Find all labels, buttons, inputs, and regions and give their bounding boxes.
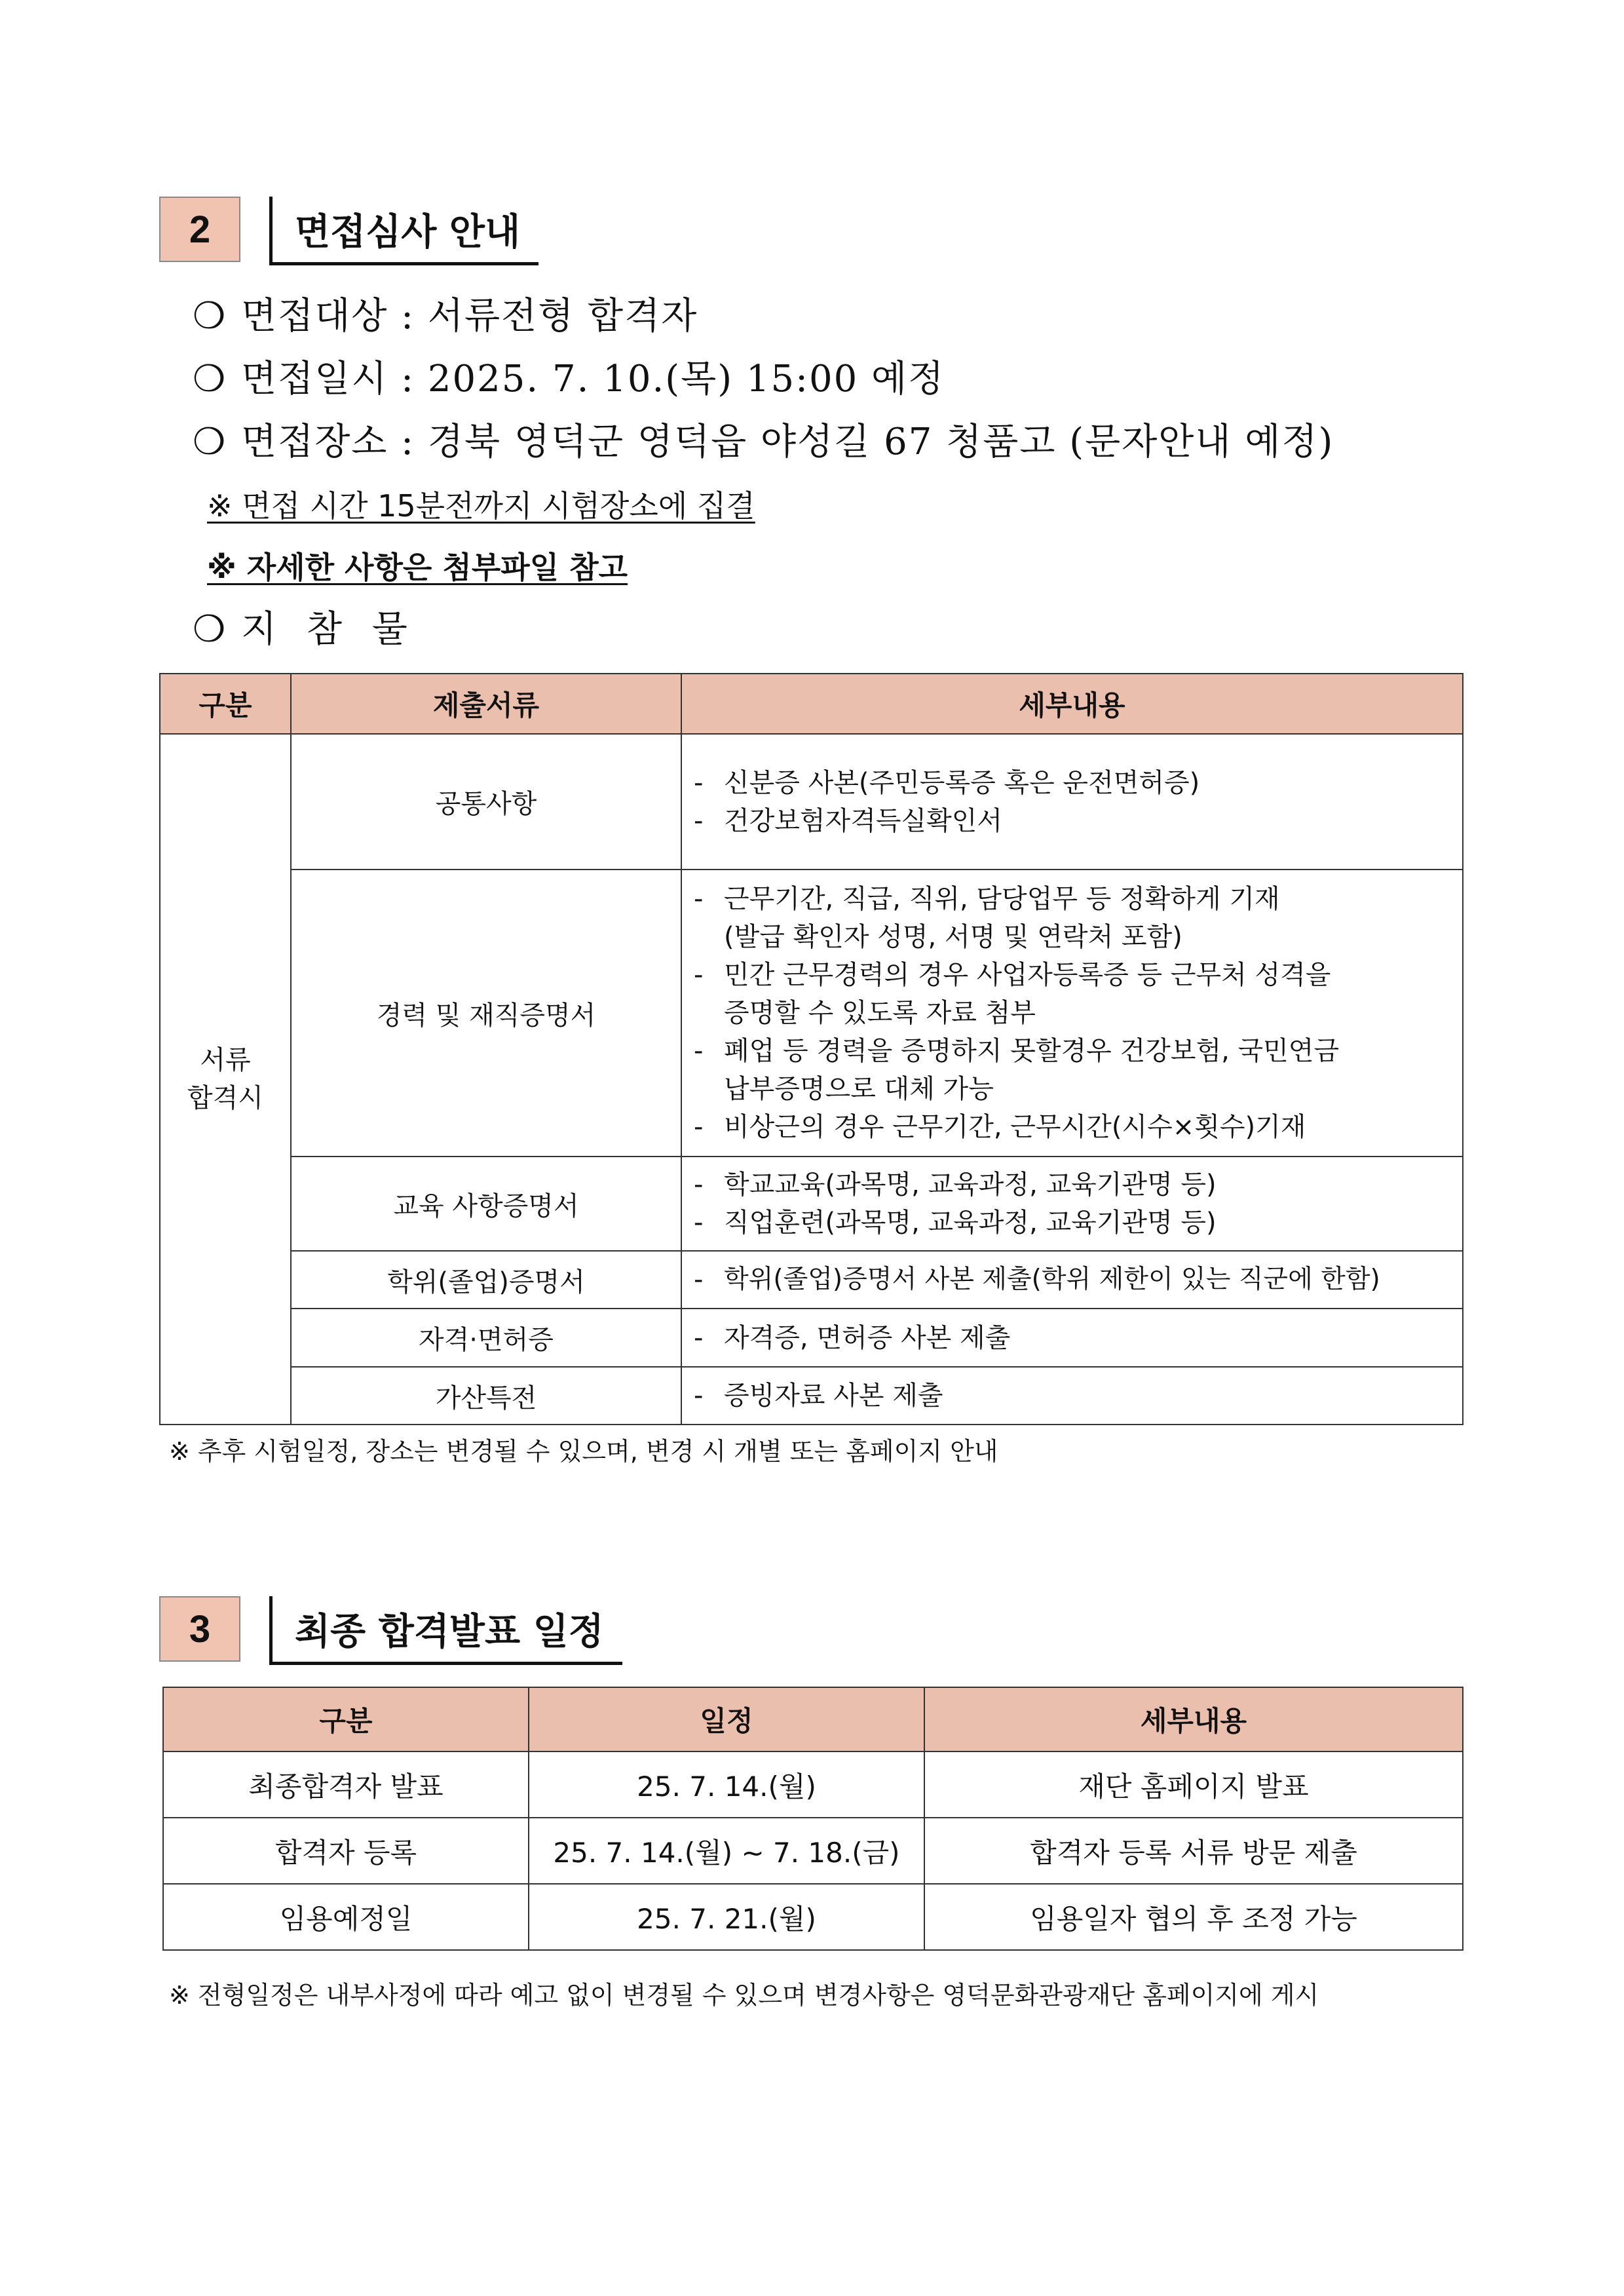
- cell-date: 25. 7. 14.(월): [529, 1751, 924, 1818]
- bullet-text: 면접일시 : 2025. 7. 10.(목) 15:00 예정: [241, 358, 945, 400]
- bullet-supplies: [193, 600, 417, 653]
- table-header-row: [163, 1687, 1463, 1751]
- table-row: [160, 1157, 1463, 1251]
- bullet-text: 면접대상 : 서류전형 합격자: [241, 295, 698, 337]
- doc-cell: 교육 사항증명서: [291, 1157, 681, 1251]
- doc-cell: 경력 및 재직증명서: [291, 870, 681, 1157]
- cell-category: 최종합격자 발표: [163, 1751, 529, 1818]
- bullet-text: 지 참 물: [241, 608, 417, 651]
- doc-cell: 자격·면허증: [291, 1309, 681, 1367]
- table-row: [163, 1751, 1463, 1818]
- table-row: [160, 734, 1463, 870]
- cell-details: 임용일자 협의 후 조정 가능: [924, 1884, 1463, 1950]
- detail-cell: - 증빙자료 사본 제출: [681, 1367, 1463, 1425]
- table-row: [163, 1884, 1463, 1950]
- doc-cell: 학위(졸업)증명서: [291, 1251, 681, 1309]
- footnote-schedule-change: ※ 추후 시험일정, 장소는 변경될 수 있으며, 변경 시 개별 또는 홈페이지 안내: [169, 1437, 998, 1466]
- header-category: 구분: [160, 674, 291, 734]
- detail-cell: - 학교교육(과목명, 교육과정, 교육기관명 등) - 직업훈련(과목명, 교육과정, 교육기관명 등): [681, 1157, 1463, 1251]
- circle-bullet-icon: ❍: [193, 295, 227, 337]
- section-title: 면접심사 안내: [269, 197, 538, 265]
- circle-bullet-icon: ❍: [193, 608, 227, 651]
- note-see-attachment: ※ 자세한 사항은 첨부파일 참고: [207, 550, 628, 585]
- cell-date: 25. 7. 14.(월) ~ 7. 18.(금): [529, 1818, 924, 1884]
- table-row: [160, 1309, 1463, 1367]
- header-category: 구분: [163, 1687, 529, 1751]
- circle-bullet-icon: ❍: [193, 358, 227, 400]
- bullet-interview-date: [193, 350, 945, 402]
- note-gather-time: ※ 면접 시간 15분전까지 시험장소에 집결: [207, 488, 755, 524]
- category-cell: 서류 합격시: [160, 734, 291, 1425]
- table-row: [160, 1367, 1463, 1425]
- section-number: 3: [159, 1596, 240, 1662]
- circle-bullet-icon: ❍: [193, 421, 227, 463]
- bullet-interview-place: [193, 413, 1334, 465]
- detail-cell: - 자격증, 면허증 사본 제출: [681, 1309, 1463, 1367]
- header-documents: 제출서류: [291, 674, 681, 734]
- header-details: 세부내용: [924, 1687, 1463, 1751]
- detail-cell: - 근무기간, 직급, 직위, 담당업무 등 정확하게 기재 (발급 확인자 성명, 서명 및 연락처 포함) - 민간 근무경력의 경우 사업자등록증 등 근무처 성격을 증명할 수 있도록 자료 첨부 - 폐업 등 경력을 증명하지 못할경우 건강보험, 국민연금 납부증명으로 대체 가능 - 비상근의 경우 근무기간, 근무시간(시수×횟수)기재: [681, 870, 1463, 1157]
- cell-details: 재단 홈페이지 발표: [924, 1751, 1463, 1818]
- cell-date: 25. 7. 21.(월): [529, 1884, 924, 1950]
- bullet-interview-target: [193, 287, 698, 339]
- detail-cell: - 신분증 사본(주민등록증 혹은 운전면허증) - 건강보험자격득실확인서: [681, 734, 1463, 870]
- final-schedule-table: [162, 1687, 1463, 1951]
- doc-cell: 가산특전: [291, 1367, 681, 1425]
- table-row: [160, 870, 1463, 1157]
- table-row: [163, 1818, 1463, 1884]
- header-details: 세부내용: [681, 674, 1463, 734]
- footnote-notice: ※ 전형일정은 내부사정에 따라 예고 없이 변경될 수 있으며 변경사항은 영덕문화관광재단 홈페이지에 게시: [169, 1981, 1319, 2010]
- doc-cell: 공통사항: [291, 734, 681, 870]
- documents-table: [159, 673, 1463, 1425]
- section-title: 최종 합격발표 일정: [269, 1596, 622, 1665]
- table-row: [160, 1251, 1463, 1309]
- cell-details: 합격자 등록 서류 방문 제출: [924, 1818, 1463, 1884]
- header-date: 일정: [529, 1687, 924, 1751]
- section-number: 2: [159, 197, 240, 262]
- cell-category: 임용예정일: [163, 1884, 529, 1950]
- cell-category: 합격자 등록: [163, 1818, 529, 1884]
- detail-cell: - 학위(졸업)증명서 사본 제출(학위 제한이 있는 직군에 한함): [681, 1251, 1463, 1309]
- table-header-row: [160, 674, 1463, 734]
- bullet-text: 면접장소 : 경북 영덕군 영덕읍 야성길 67 청품고 (문자안내 예정): [241, 421, 1334, 463]
